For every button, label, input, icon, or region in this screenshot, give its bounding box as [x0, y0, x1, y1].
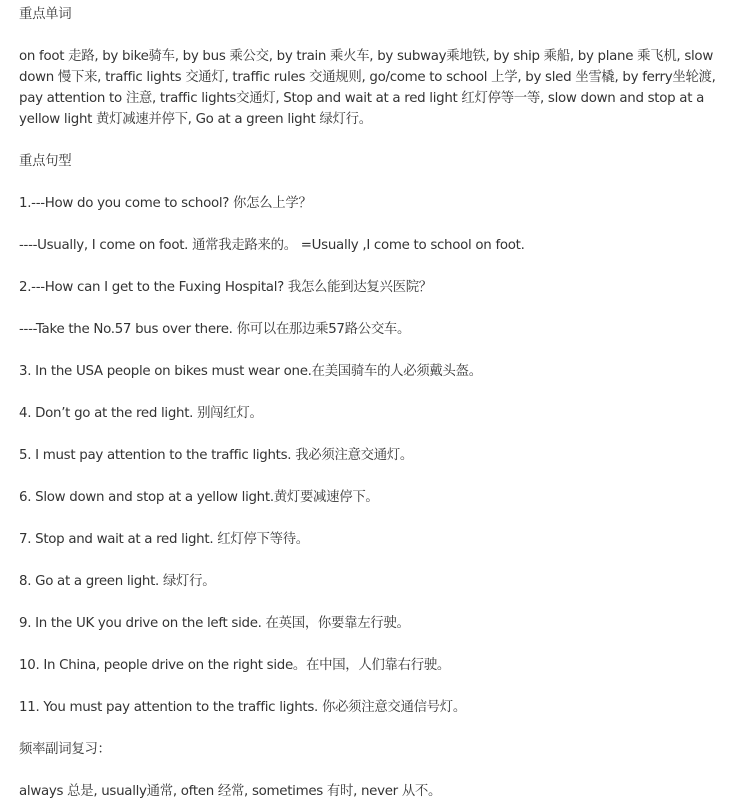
sentence-10: 10. In China, people drive on the right side。在中国，人们靠右行驶。 — [19, 658, 451, 673]
sentence-1-question: 1.---How do you come to school? 你怎么上学？ — [19, 196, 312, 211]
sentence-7: 7. Stop and wait at a red light. 红灯停下等待。 — [19, 532, 309, 547]
adverbs-heading: 频率副词复习： — [19, 742, 111, 757]
sentence-8: 8. Go at a green light. 绿灯行。 — [19, 574, 216, 589]
adverbs-line: always 总是, usually通常, often 经常, sometimes 有时, never 从不。 — [19, 784, 442, 799]
vocab-heading: 重点单词 — [19, 7, 72, 22]
sentence-1-answer: ----Usually, I come on foot. 通常我走路来的。 =Usually ,I come to school on foot. — [19, 238, 525, 253]
sentences-heading: 重点句型 — [19, 154, 72, 169]
sentence-9: 9. In the UK you drive on the left side. 在英国，你要靠左行驶。 — [19, 616, 410, 631]
sentence-2-question: 2.---How can I get to the Fuxing Hospital? 我怎么能到达复兴医院？ — [19, 280, 432, 295]
sentence-3: 3. In the USA people on bikes must wear one.在美国骑车的人必须戴头盔。 — [19, 364, 482, 379]
sentence-11: 11. You must pay attention to the traffic lights. 你必须注意交通信号灯。 — [19, 700, 466, 715]
sentence-5: 5. I must pay attention to the traffic lights. 我必须注意交通灯。 — [19, 448, 414, 463]
sentence-2-answer: ----Take the No.57 bus over there. 你可以在那边乘57路公交车。 — [19, 322, 411, 337]
vocab-paragraph: on foot 走路, by bike骑车, by bus 乘公交, by train 乘火车, by subway乘地铁, by ship 乘船, by plane 乘飞机, slow down 慢下来, traffic lights 交通灯, traffic rules 交通规则, go/come to school 上学, by sled 坐雪橇, by ferry坐轮渡, pay attention to 注意, traffic lights交通灯, Stop and wait at a red light 红灯停等一等, slow down and stop at a yellow light 黄灯减速并停下, Go at a green light 绿灯行。 — [19, 49, 716, 127]
sentence-4: 4. Don’t go at the red light. 别闯红灯。 — [19, 406, 263, 421]
sentence-6: 6. Slow down and stop at a yellow light.黄灯要减速停下。 — [19, 490, 379, 505]
